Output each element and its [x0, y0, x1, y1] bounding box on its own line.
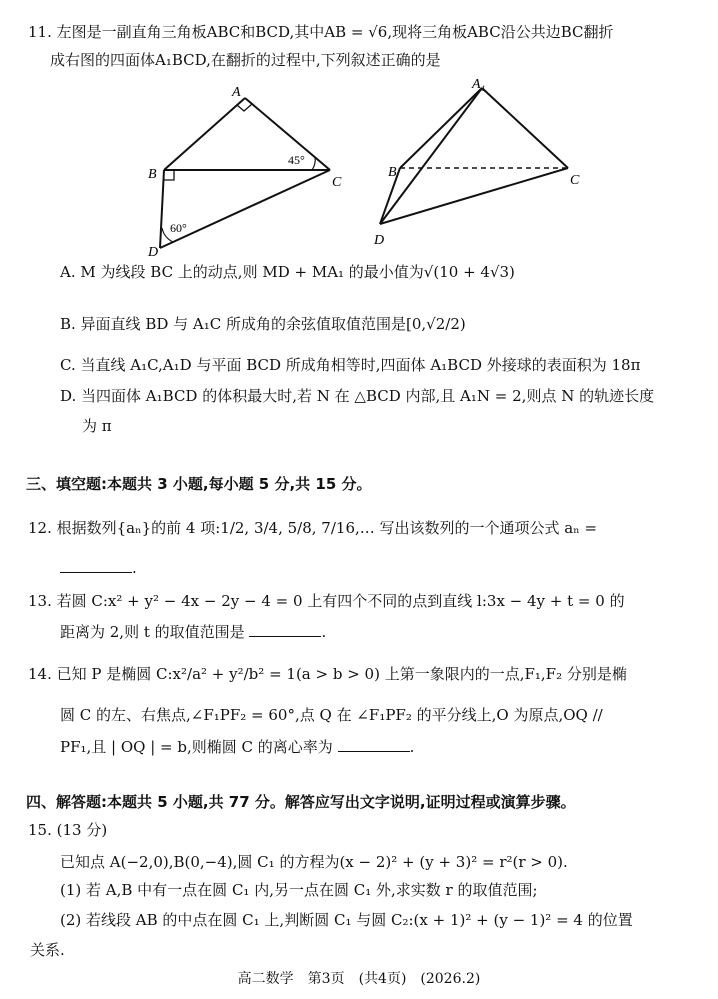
q15-stem: 已知点 A(−2,0),B(0,−4),圆 C₁ 的方程为(x − 2)² + (y + 3)² = r²(r > 0). [60, 853, 568, 871]
label-a: A [232, 85, 241, 100]
q13-line2: 距离为 2,则 t 的取值范围是 . [60, 623, 327, 641]
q14-answer-blank[interactable] [338, 737, 410, 752]
q14-line1: 14. 已知 P 是椭圆 C:x²/a² + y²/b² = 1(a > b > 0) 上第一象限内的一点,F₁,F₂ 分别是椭 [28, 665, 627, 683]
edge-bd [160, 170, 164, 248]
q14-line2: 圆 C 的左、右焦点,∠F₁PF₂ = 60°,点 Q 在 ∠F₁PF₂ 的平分线上,O 为原点,OQ // [60, 706, 603, 724]
edge-a1d [380, 88, 482, 224]
q14-line3: PF₁,且 | OQ | = b,则椭圆 C 的离心率为 . [60, 738, 415, 756]
label-b: B [388, 165, 397, 180]
q13-answer-blank[interactable] [249, 622, 321, 637]
q12-answer-blank[interactable]: . [60, 558, 137, 578]
label-d: D [148, 245, 159, 260]
q11-option-c: C. 当直线 A₁C,A₁D 与平面 BCD 所成角相等时,四面体 A₁BCD 外接球的表面积为 18π [60, 356, 641, 374]
edge-a1c [482, 88, 568, 168]
edge-a1b [400, 88, 482, 168]
label-angle-45: 45° [288, 153, 305, 167]
section-3-heading: 三、填空题:本题共 3 小题,每小题 5 分,共 15 分。 [26, 475, 372, 493]
right-angle-b [164, 170, 174, 180]
q11-option-a: A. M 为线段 BC 上的动点,则 MD + MA₁ 的最小值为√(10 + 4√3) [60, 263, 515, 281]
left-triangle-figure [140, 80, 360, 260]
label-b: B [148, 167, 157, 182]
angle-arc-c [312, 157, 315, 170]
edge-dc [160, 170, 330, 248]
q13-line1: 13. 若圆 C:x² + y² − 4x − 2y − 4 = 0 上有四个不同的点到直线 l:3x − 4y + t = 0 的 [28, 592, 625, 610]
edge-dc [380, 168, 568, 224]
section-4-heading: 四、解答题:本题共 5 小题,共 77 分。解答应写出文字说明,证明过程或演算步骤。 [26, 793, 576, 811]
q11-option-d-line2: 为 π [82, 417, 112, 435]
right-angle-a [237, 104, 252, 111]
q11-option-b: B. 异面直线 BD 与 A₁C 所成角的余弦值取值范围是[0,√2/2) [60, 315, 466, 333]
right-tetrahedron-figure [368, 76, 588, 256]
edge-ab [164, 98, 245, 170]
label-c: C [332, 175, 342, 190]
q15-part1: (1) 若 A,B 中有一点在圆 C₁ 内,另一点在圆 C₁ 外,求实数 r 的取值范围; [60, 881, 538, 899]
q12-text: 12. 根据数列{aₙ}的前 4 项:1/2, 3/4, 5/8, 7/16,… 写出该数列的一个通项公式 aₙ = [28, 519, 598, 537]
q15-part2: (2) 若线段 AB 的中点在圆 C₁ 上,判断圆 C₁ 与圆 C₂:(x + 1)² + (y − 1)² = 4 的位置 [60, 911, 633, 929]
label-d: D [374, 233, 385, 248]
label-angle-60: 60° [170, 221, 187, 235]
q11-stem-line2: 成右图的四面体A₁BCD,在翻折的过程中,下列叙述正确的是 [50, 51, 441, 69]
q14-line3-text: PF₁,且 | OQ | = b,则椭圆 C 的离心率为 [60, 738, 333, 756]
q11-stem-line1: 11. 左图是一副直角三角板ABC和BCD,其中AB = √6,现将三角板ABC沿公共边BC翻折 [28, 23, 614, 41]
q11-option-d-line1: D. 当四面体 A₁BCD 的体积最大时,若 N 在 △BCD 内部,且 A₁N = 2,则点 N 的轨迹长度 [60, 387, 655, 405]
q13-line2-text: 距离为 2,则 t 的取值范围是 [60, 623, 245, 641]
q15-heading: 15. (13 分) [28, 821, 108, 839]
label-a1: A₁ [472, 77, 486, 92]
label-c: C [570, 173, 580, 188]
q15-part2-cont: 关系. [30, 941, 65, 959]
page-footer: 高二数学 第3页 (共4页) (2026.2) [237, 971, 481, 987]
